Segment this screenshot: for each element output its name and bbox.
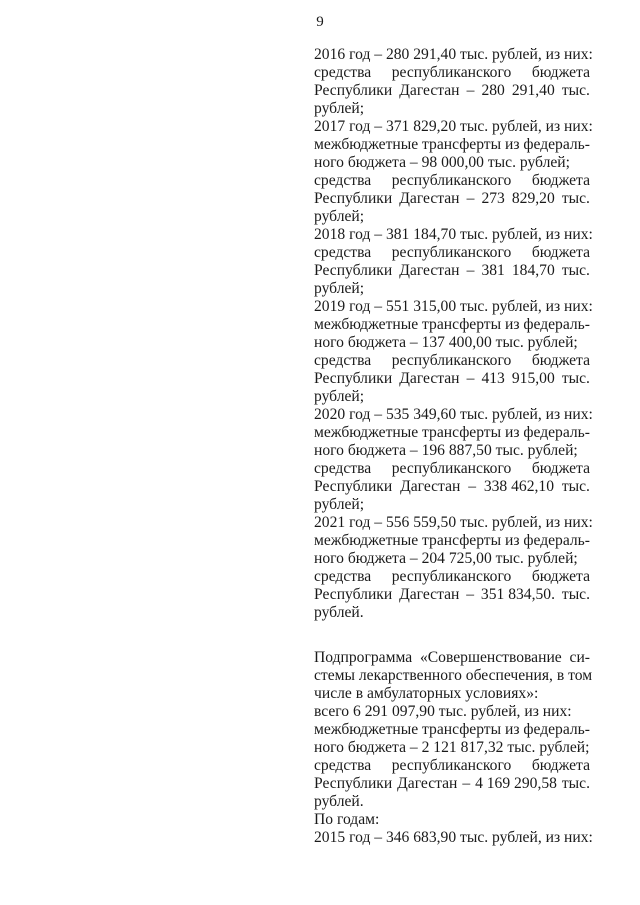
- text-line: всего 6 291 097,90 тыс. рублей, из них:: [314, 703, 572, 720]
- text-word: тыс.: [561, 370, 590, 387]
- text-line: [314, 82, 590, 100]
- text-line: [314, 352, 590, 370]
- text-word: –: [462, 775, 471, 792]
- text-line: [314, 244, 590, 262]
- text-word: Дагестан: [400, 478, 461, 495]
- text-column: [314, 46, 593, 847]
- text-line: [314, 316, 590, 334]
- text-word: Республики: [314, 262, 393, 279]
- text-line: [314, 757, 590, 775]
- text-line: По годам:: [314, 811, 380, 828]
- text-line: [314, 262, 590, 280]
- text-word: си-: [569, 649, 590, 666]
- text-word: из: [504, 721, 520, 738]
- text-word: республиканского: [391, 352, 512, 369]
- text-word: тыс.: [561, 262, 590, 279]
- text-line: [314, 478, 590, 496]
- text-word: трансферты: [422, 316, 502, 333]
- text-line: [314, 568, 590, 586]
- text-word: –: [468, 478, 476, 495]
- text-line: ного бюджета – 98 000,00 тыс. рублей;: [314, 154, 570, 171]
- text-word: тыс.: [561, 775, 590, 792]
- text-line: рублей;: [314, 208, 365, 225]
- text-word: –: [466, 586, 475, 603]
- text-word: 273: [481, 190, 505, 207]
- text-line: числе в амбулаторных условиях»:: [314, 685, 539, 702]
- text-word: 4 169 290,58: [475, 775, 557, 792]
- text-line: рублей.: [314, 793, 364, 810]
- text-word: Дагестан: [397, 775, 458, 792]
- text-line: [314, 190, 590, 208]
- text-word: Дагестан: [399, 82, 460, 99]
- text-line: [314, 586, 590, 604]
- text-word: Дагестан: [399, 370, 460, 387]
- text-word: трансферты: [422, 532, 502, 549]
- text-line: [314, 172, 590, 190]
- text-line: [314, 532, 590, 550]
- text-word: республиканского: [391, 64, 512, 81]
- text-word: 351 834,50.: [480, 586, 555, 603]
- text-word: из: [504, 316, 520, 333]
- text-word: бюджета: [531, 568, 590, 585]
- text-word: бюджета: [531, 757, 590, 774]
- funding-by-year-block: [314, 46, 593, 622]
- text-line: 2017 год – 371 829,20 тыс. рублей, из них:: [314, 118, 593, 135]
- text-word: бюджета: [531, 172, 590, 189]
- text-word: республиканского: [391, 172, 512, 189]
- text-word: Республики: [314, 82, 393, 99]
- text-word: республиканского: [391, 757, 512, 774]
- text-word: федераль-: [523, 316, 590, 333]
- text-line: рублей;: [314, 100, 365, 117]
- text-line: 2019 год – 551 315,00 тыс. рублей, из них:: [314, 298, 593, 315]
- text-word: трансферты: [422, 136, 502, 153]
- text-word: –: [466, 370, 475, 387]
- text-line: 2020 год – 535 349,60 тыс. рублей, из них:: [314, 406, 593, 423]
- text-line: 2016 год – 280 291,40 тыс. рублей, из них:: [314, 46, 593, 63]
- text-word: трансферты: [422, 424, 502, 441]
- text-line: рублей;: [314, 280, 365, 297]
- subprogram-block: [314, 649, 593, 847]
- text-word: 338 462,10: [483, 478, 554, 495]
- text-line: [314, 649, 590, 667]
- text-word: межбюджетные: [314, 532, 419, 549]
- text-line: рублей.: [314, 604, 364, 621]
- text-word: «Совершенствование: [419, 649, 562, 666]
- text-line: [314, 775, 590, 793]
- text-word: средства: [314, 568, 372, 585]
- text-word: Дагестан: [399, 262, 460, 279]
- text-word: тыс.: [561, 82, 590, 99]
- text-word: средства: [314, 352, 372, 369]
- text-word: республиканского: [391, 460, 512, 477]
- text-word: федераль-: [523, 136, 590, 153]
- text-word: межбюджетные: [314, 721, 419, 738]
- text-word: 915,00: [511, 370, 555, 387]
- text-word: Республики: [314, 586, 393, 603]
- text-word: федераль-: [523, 532, 590, 549]
- text-word: республиканского: [391, 568, 512, 585]
- text-word: Дагестан: [399, 586, 460, 603]
- text-word: средства: [314, 244, 372, 261]
- text-word: межбюджетные: [314, 136, 419, 153]
- text-word: 381: [481, 262, 505, 279]
- text-word: –: [466, 190, 475, 207]
- text-word: 829,20: [511, 190, 555, 207]
- text-line: ного бюджета – 204 725,00 тыс. рублей;: [314, 550, 578, 567]
- text-line: 2021 год – 556 559,50 тыс. рублей, из них:: [314, 514, 593, 531]
- text-word: Республики: [314, 190, 393, 207]
- text-word: 291,40: [511, 82, 555, 99]
- text-word: бюджета: [531, 352, 590, 369]
- text-word: –: [466, 82, 475, 99]
- text-line: [314, 370, 590, 388]
- text-word: из: [504, 532, 520, 549]
- text-line: стемы лекарственного обеспечения, в том: [314, 667, 593, 684]
- text-word: Республики: [314, 775, 393, 792]
- text-line: [314, 721, 590, 739]
- text-word: Республики: [314, 370, 393, 387]
- text-word: федераль-: [523, 721, 590, 738]
- text-word: федераль-: [523, 424, 590, 441]
- text-line: 2018 год – 381 184,70 тыс. рублей, из них:: [314, 226, 593, 243]
- text-line: [314, 64, 590, 82]
- text-line: [314, 136, 590, 154]
- text-word: из: [504, 136, 520, 153]
- text-line: рублей;: [314, 388, 365, 405]
- text-word: межбюджетные: [314, 424, 419, 441]
- text-word: средства: [314, 172, 372, 189]
- text-word: Подпрограмма: [314, 649, 413, 666]
- text-word: межбюджетные: [314, 316, 419, 333]
- text-word: –: [466, 262, 475, 279]
- text-word: бюджета: [531, 244, 590, 261]
- paragraph-gap: [314, 622, 590, 649]
- text-line: ного бюджета – 196 887,50 тыс. рублей;: [314, 442, 578, 459]
- text-word: Республики: [314, 478, 393, 495]
- text-line: ного бюджета – 137 400,00 тыс. рублей;: [314, 334, 578, 351]
- text-word: 280: [481, 82, 505, 99]
- text-word: средства: [314, 757, 372, 774]
- text-word: бюджета: [531, 64, 590, 81]
- text-word: 413: [481, 370, 505, 387]
- text-word: Дагестан: [399, 190, 460, 207]
- text-line: 2015 год – 346 683,90 тыс. рублей, из них:: [314, 829, 593, 846]
- text-line: ного бюджета – 2 121 817,32 тыс. рублей;: [314, 739, 590, 756]
- text-word: 184,70: [511, 262, 555, 279]
- text-line: [314, 424, 590, 442]
- text-word: тыс.: [561, 586, 590, 603]
- text-line: [314, 460, 590, 478]
- text-word: тыс.: [561, 190, 590, 207]
- text-word: тыс.: [561, 478, 590, 495]
- text-word: республиканского: [391, 244, 512, 261]
- text-word: из: [504, 424, 520, 441]
- text-word: трансферты: [422, 721, 502, 738]
- text-word: средства: [314, 64, 372, 81]
- text-word: бюджета: [531, 460, 590, 477]
- text-line: рублей;: [314, 496, 365, 513]
- text-word: средства: [314, 460, 372, 477]
- page-number: 9: [316, 14, 324, 30]
